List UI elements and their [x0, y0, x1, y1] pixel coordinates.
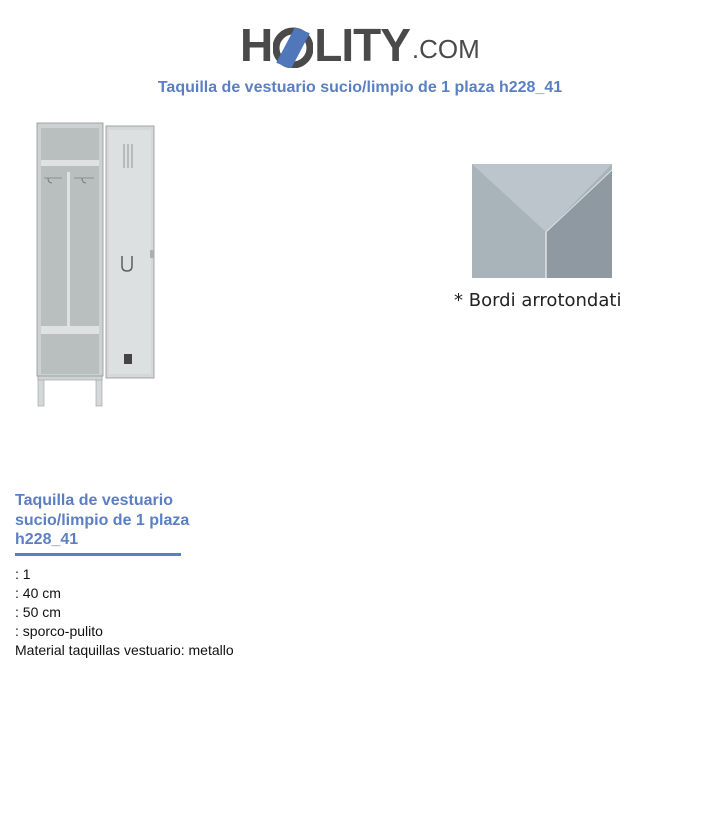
logo-letter-h: H: [240, 19, 273, 71]
spec-row-depth: : 50 cm: [15, 604, 61, 620]
spec-row-places: : 1: [15, 566, 31, 582]
holity-logo[interactable]: [240, 14, 490, 71]
logo-letters-lity: LITY: [314, 19, 410, 71]
spec-row-width: : 40 cm: [15, 585, 61, 601]
spec-list: [15, 565, 234, 660]
rounded-edges-detail-image: [472, 164, 612, 278]
logo-domain: .COM: [411, 34, 480, 64]
product-title: Taquilla de vestuario sucio/limpio de 1 plaza h228_41: [157, 79, 563, 96]
spec-row-type: : sporco-pulito: [15, 623, 103, 639]
logo-o-icon: [273, 24, 313, 68]
section-divider: [15, 553, 181, 556]
section-title: Taquilla de vestuario sucio/limpio de 1 plaza h228_41: [15, 492, 190, 548]
logo-wordmark: [240, 19, 410, 71]
locker-product-image: [34, 120, 158, 410]
rounded-edges-caption: * Bordi arrotondati: [454, 290, 622, 311]
spec-row-material: Material taquillas vestuario: metallo: [15, 642, 234, 658]
